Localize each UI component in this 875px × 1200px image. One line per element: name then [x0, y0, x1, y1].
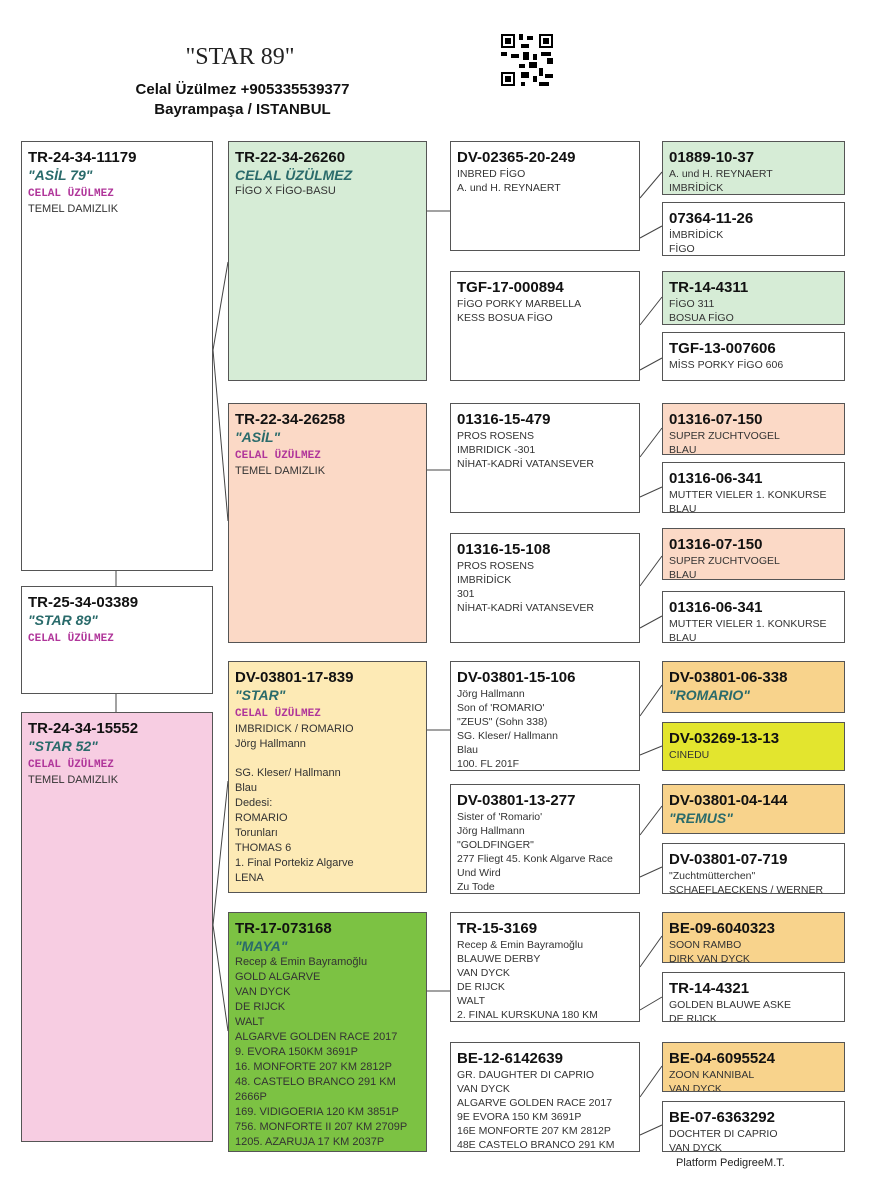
pedigree-note: Blau	[235, 782, 258, 794]
pedigree-note: FİGO 311	[669, 298, 715, 310]
gen3-card-5[interactable]	[450, 661, 640, 771]
pedigree-note: FİGO X FİGO-BASU	[235, 185, 336, 197]
gen4-card-7[interactable]	[662, 528, 845, 580]
pedigree-note: CINEDU	[669, 749, 710, 761]
granddam-maternal-card[interactable]	[228, 912, 427, 1152]
pedigree-note: DE RIJCK	[669, 1013, 717, 1022]
pedigree-note: 1205. AZARUJA 17 KM 2037P	[235, 1136, 385, 1148]
pedigree-note: 48E CASTELO BRANCO 291 KM	[457, 1139, 615, 1151]
pedigree-note: ZOON KANNIBAL	[669, 1069, 755, 1081]
pedigree-note: 16. MONFORTE 207 KM 2812P	[235, 1061, 392, 1073]
pedigree-note: Son of 'ROMARIO'	[457, 702, 545, 714]
ring-number: 01316-15-108	[457, 541, 551, 558]
pigeon-name: "MAYA"	[235, 938, 288, 954]
ring-number: 01889-10-37	[669, 149, 755, 166]
pedigree-note: SG. Kleser/ Hallmann	[457, 730, 558, 742]
pedigree-note: Jörg Hallmann	[457, 688, 525, 700]
pedigree-note: FİGO	[669, 243, 695, 255]
pedigree-note: 1. Final Portekiz Algarve	[235, 857, 354, 869]
pedigree-note: Dedesi:	[235, 797, 273, 809]
pedigree-note: LENA	[235, 872, 264, 884]
ring-number: 01316-15-479	[457, 411, 551, 428]
pedigree-note: DE RIJCK	[235, 1001, 286, 1013]
pedigree-note: PROS ROSENS	[457, 430, 535, 442]
pedigree-title: "STAR 89"	[185, 44, 295, 70]
pedigree-note: Blau	[457, 744, 479, 756]
ring-number: BE-09-6040323	[669, 920, 775, 937]
ring-number: BE-04-6095524	[669, 1050, 775, 1067]
ring-number: DV-03801-17-839	[235, 669, 354, 686]
pedigree-note: Jörg Hallmann	[235, 738, 306, 750]
pedigree-note: DOCHTER DI CAPRIO	[669, 1128, 778, 1140]
ring-number: DV-03801-13-277	[457, 792, 576, 809]
pedigree-note: 2666P	[235, 1091, 267, 1103]
dam-owner: CELAL ÜZÜLMEZ	[28, 759, 114, 771]
ring-number: 01316-07-150	[669, 536, 763, 553]
gen4-card-4[interactable]	[662, 332, 845, 381]
ring-number: TR-17-073168	[235, 920, 332, 937]
pedigree-note: BLAU	[669, 569, 697, 580]
ring-number: TR-22-34-26258	[235, 411, 346, 428]
ring-number: BE-12-6142639	[457, 1050, 563, 1067]
gen3-card-2[interactable]	[450, 271, 640, 381]
pigeon-name: CELAL ÜZÜLMEZ	[235, 167, 353, 183]
pedigree-note: NİHAT-KADRİ VATANSEVER	[457, 458, 594, 470]
grandsire-paternal-card[interactable]	[228, 141, 427, 381]
pedigree-note: 277 Fliegt 45. Konk Algarve Race	[457, 853, 613, 865]
pedigree-note: BLAUWE DERBY	[457, 953, 541, 965]
pedigree-note: 301	[457, 588, 475, 600]
pedigree-note: Sister of 'Romario'	[457, 811, 543, 823]
pedigree-note: İMBRİDİCK	[669, 229, 724, 241]
pedigree-note: SOON RAMBO	[669, 939, 742, 951]
ring-number: TR-14-4311	[669, 279, 749, 296]
owner-name: CELAL ÜZÜLMEZ	[235, 450, 321, 462]
ring-number: DV-03801-04-144	[669, 792, 788, 809]
owner-location: Bayrampaşa / ISTANBUL	[154, 101, 331, 118]
subject-owner: CELAL ÜZÜLMEZ	[28, 633, 114, 645]
subject-card[interactable]	[21, 586, 213, 694]
pedigree-note: SCHAEFLAECKENS / WERNER	[669, 884, 824, 894]
gen3-card-1[interactable]	[450, 141, 640, 251]
subject-ring-number: TR-25-34-03389	[28, 594, 139, 611]
ring-number: BE-07-6363292	[669, 1109, 775, 1126]
pedigree-note: "GOLDFINGER"	[457, 839, 534, 851]
pedigree-note: SG. Kleser/ Hallmann	[235, 767, 341, 779]
granddam-paternal-card[interactable]	[228, 403, 427, 643]
owner-name-phone: Celal Üzülmez +905335539377	[135, 81, 350, 98]
gen4-card-9[interactable]	[662, 661, 845, 713]
pedigree-note: 2. FINAL KURSKUNA 180 KM	[457, 1009, 598, 1021]
pedigree-note: ALGARVE GOLDEN RACE 2017	[235, 1031, 398, 1043]
pedigree-note: DE RIJCK	[457, 981, 505, 993]
pedigree-note: SUPER ZUCHTVOGEL	[669, 555, 780, 567]
pedigree-note: GOLDEN BLAUWE ASKE	[669, 999, 791, 1011]
pedigree-note: 169. VIDIGOERIA 120 KM 3851P	[235, 1106, 399, 1118]
pedigree-note: Jörg Hallmann	[457, 825, 525, 837]
ring-number: TR-22-34-26260	[235, 149, 346, 166]
pedigree-note: "Zuchtmütterchen"	[669, 870, 756, 882]
gen4-card-13[interactable]	[662, 912, 845, 963]
pedigree-note: BOSUA FİGO	[669, 312, 734, 324]
ring-number: TR-15-3169	[457, 920, 538, 937]
pedigree-note: VAN DYCK	[669, 1083, 722, 1092]
ring-number: TR-14-4321	[669, 980, 750, 997]
pedigree-note: 16E MONFORTE 207 KM 2812P	[457, 1125, 611, 1137]
ring-number: 01316-06-341	[669, 470, 763, 487]
pigeon-name: "ROMARIO"	[669, 687, 750, 703]
pedigree-note: GOLD ALGARVE	[235, 971, 321, 983]
ring-number: DV-03801-06-338	[669, 669, 788, 686]
ring-number: DV-03269-13-13	[669, 730, 780, 747]
pedigree-note: NİHAT-KADRİ VATANSEVER	[457, 602, 594, 614]
pedigree-note: A. und H. REYNAERT	[669, 168, 773, 180]
pedigree-note: BLAU	[669, 503, 697, 513]
pigeon-name: "REMUS"	[669, 810, 733, 826]
pedigree-note: WALT	[235, 1016, 265, 1028]
sire-card[interactable]	[21, 141, 213, 571]
pedigree-note: 756. MONFORTE II 207 KM 2709P	[235, 1121, 408, 1133]
sire-owner: CELAL ÜZÜLMEZ	[28, 188, 114, 200]
gen4-card-6[interactable]	[662, 462, 845, 513]
pedigree-note: "ZEUS" (Sohn 338)	[457, 716, 548, 728]
pedigree-note: 9. EVORA 150KM 3691P	[235, 1046, 358, 1058]
gen3-card-4[interactable]	[450, 533, 640, 643]
sire-name: "ASİL 79"	[28, 167, 93, 183]
pedigree-note: 9E EVORA 150 KM 3691P	[457, 1111, 582, 1123]
ring-number: TGF-17-000894	[457, 279, 564, 296]
pedigree-note: Recep & Emin Bayramoğlu	[235, 956, 368, 968]
pedigree-note: BLAU	[669, 632, 697, 643]
pedigree-note: TEMEL DAMIZLIK	[235, 465, 326, 477]
ring-number: DV-02365-20-249	[457, 149, 576, 166]
pedigree-note: 100. FL 201F	[457, 758, 520, 770]
pedigree-note: PROS ROSENS	[457, 560, 535, 572]
platform-credit: Platform PedigreeM.T.	[676, 1157, 785, 1169]
pedigree-note: KESS BOSUA FİGO	[457, 312, 553, 324]
grandsire-maternal-card[interactable]	[228, 661, 427, 893]
gen3-card-8[interactable]	[450, 1042, 640, 1152]
gen4-card-11[interactable]	[662, 784, 845, 834]
pedigree-note: MUTTER VIELER 1. KONKURSE	[669, 489, 827, 501]
pedigree-note: INBRED FİGO	[457, 168, 526, 180]
gen3-card-3[interactable]	[450, 403, 640, 513]
pedigree-note: WALT	[457, 995, 485, 1007]
gen4-card-15[interactable]	[662, 1042, 845, 1092]
gen4-card-12[interactable]	[662, 843, 845, 894]
pedigree-note: IMBRIDICK -301	[457, 444, 536, 456]
pedigree-note: 48. CASTELO BRANCO 291 KM	[235, 1076, 396, 1088]
pedigree-note: VAN DYCK	[457, 1083, 510, 1095]
gen4-card-2[interactable]	[662, 202, 845, 256]
ring-number: DV-03801-15-106	[457, 669, 576, 686]
pedigree-note: GR. DAUGHTER DI CAPRIO	[457, 1069, 595, 1081]
pedigree-note: ROMARIO	[235, 812, 288, 824]
dam-note: TEMEL DAMIZLIK	[28, 774, 119, 786]
pedigree-note: Torunları	[235, 827, 278, 839]
gen3-card-6[interactable]	[450, 784, 640, 894]
pedigree-note: VAN DYCK	[669, 1142, 722, 1152]
sire-note: TEMEL DAMIZLIK	[28, 203, 119, 215]
ring-number: 01316-07-150	[669, 411, 763, 428]
gen4-card-5[interactable]	[662, 403, 845, 455]
gen4-card-8[interactable]	[662, 591, 845, 643]
dam-card[interactable]	[21, 712, 213, 1142]
pedigree-note: Recep & Emin Bayramoğlu	[457, 939, 584, 951]
pedigree-note: DIRK VAN DYCK	[669, 953, 750, 963]
pedigree-note: SUPER ZUCHTVOGEL	[669, 430, 780, 442]
ring-number: 01316-06-341	[669, 599, 763, 616]
ring-number: 07364-11-26	[669, 210, 754, 227]
pedigree-note: Und Wird	[457, 867, 501, 879]
pedigree-note: MUTTER VIELER 1. KONKURSE	[669, 618, 827, 630]
owner-name: CELAL ÜZÜLMEZ	[235, 708, 321, 720]
spacer	[235, 752, 420, 766]
pigeon-name: "ASİL"	[235, 429, 281, 445]
subject-name: "STAR 89"	[28, 612, 98, 628]
pedigree-note: MİSS PORKY FİGO 606	[669, 359, 784, 371]
pedigree-note: IMBRİDİCK	[669, 182, 724, 194]
gen4-card-10[interactable]	[662, 722, 845, 771]
gen4-card-3[interactable]	[662, 271, 845, 325]
gen4-card-1[interactable]	[662, 141, 845, 195]
pedigree-note: THOMAS 6	[235, 842, 292, 854]
pedigree-note: Zu Tode	[457, 881, 495, 893]
pedigree-note: IMBRİDİCK	[457, 574, 512, 586]
gen3-card-7[interactable]	[450, 912, 640, 1022]
pedigree-note: VAN DYCK	[457, 967, 510, 979]
pedigree-note: VAN DYCK	[235, 986, 291, 998]
gen4-card-14[interactable]	[662, 972, 845, 1022]
dam-ring-number: TR-24-34-15552	[28, 720, 139, 737]
pedigree-note: ALGARVE GOLDEN RACE 2017	[457, 1097, 613, 1109]
sire-ring-number: TR-24-34-11179	[28, 149, 137, 166]
pedigree-note: FİGO PORKY MARBELLA	[457, 298, 582, 310]
ring-number: TGF-13-007606	[669, 340, 776, 357]
ring-number: DV-03801-07-719	[669, 851, 788, 868]
pedigree-note: BLAU	[669, 444, 697, 455]
pedigree-note: IMBRIDICK / ROMARIO	[235, 723, 354, 735]
pigeon-name: "STAR"	[235, 687, 286, 703]
pedigree-note: A. und H. REYNAERT	[457, 182, 561, 194]
gen4-card-16[interactable]	[662, 1101, 845, 1152]
dam-name: "STAR 52"	[28, 738, 98, 754]
